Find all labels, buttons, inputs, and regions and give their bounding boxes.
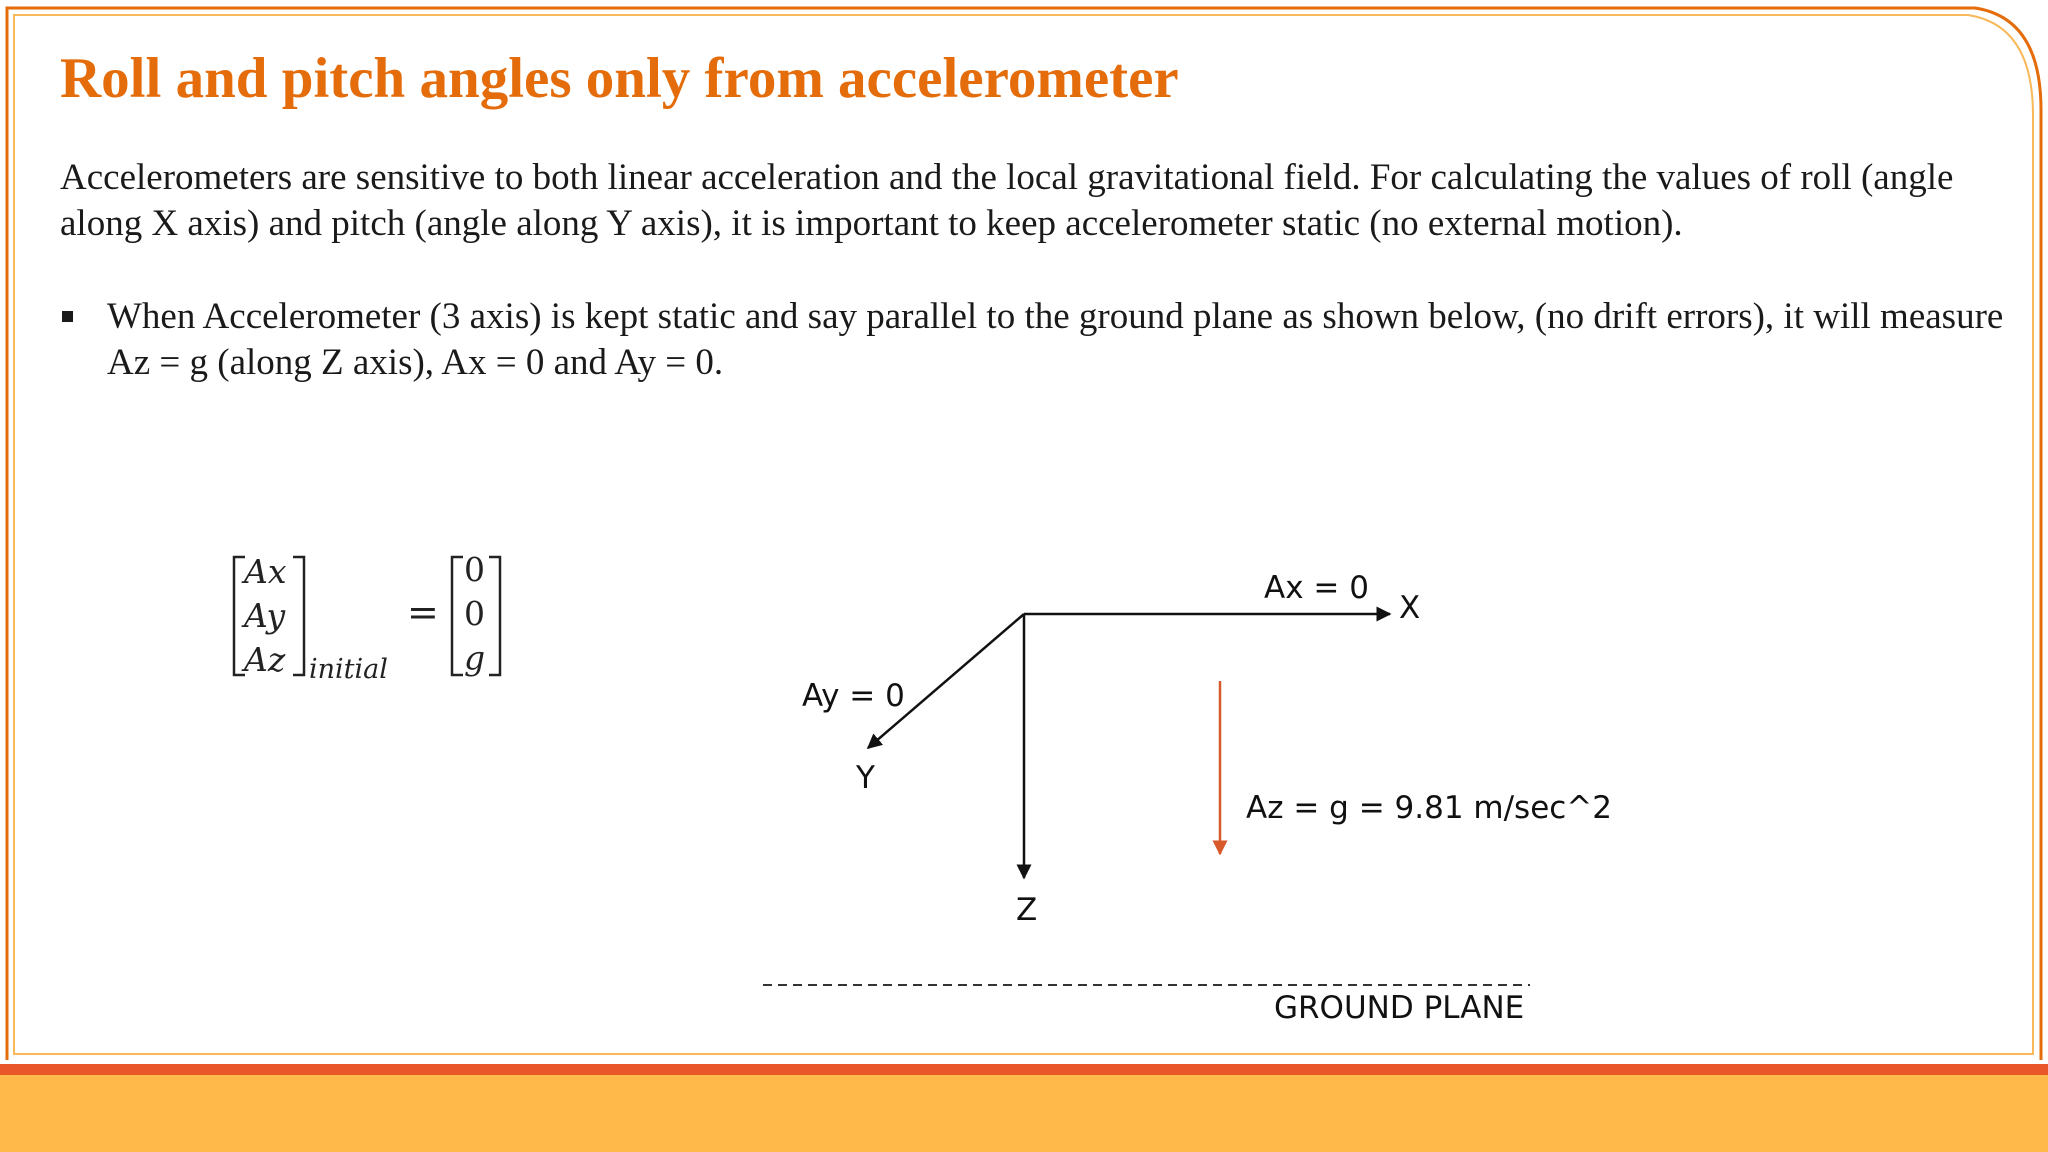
matrix-rhs-g: g <box>464 638 486 677</box>
equals-sign: = <box>407 590 439 634</box>
matrix-rhs-0-top: 0 <box>464 550 485 589</box>
ground-plane-label: GROUND PLANE <box>1274 990 1525 1026</box>
z-axis-label: Z <box>1016 892 1038 928</box>
matrix-rhs-0-mid: 0 <box>464 594 485 633</box>
slide-title: Roll and pitch angles only from accelerometer <box>60 47 1179 110</box>
bullet-text: When Accelerometer (3 axis) is kept static and say parallel to the ground plane as shown below, (no drift errors), it will measure Az = g (along Z axis), Ax = 0 and Ay = 0. <box>107 296 2004 383</box>
matrix-lhs-ax: Ax <box>244 552 287 591</box>
ax-label: Ax = 0 <box>1264 570 1369 606</box>
x-axis-label: X <box>1399 590 1421 626</box>
matrix-lhs-ay: Ay <box>244 596 286 635</box>
ay-label: Ay = 0 <box>802 678 905 714</box>
y-axis-label: Y <box>856 760 875 796</box>
matrix-lhs-az: Az <box>244 640 286 679</box>
matrix-subscript: initial <box>309 654 388 685</box>
az-label: Az = g = 9.81 m/sec^2 <box>1246 790 1613 826</box>
intro-paragraph: Accelerometers are sensitive to both linear acceleration and the local gravitational field. For calculating the values of roll (angle along X axis) and pitch (angle along Y axis), it is important to keep accelerometer static (no external motion). <box>60 157 1954 244</box>
